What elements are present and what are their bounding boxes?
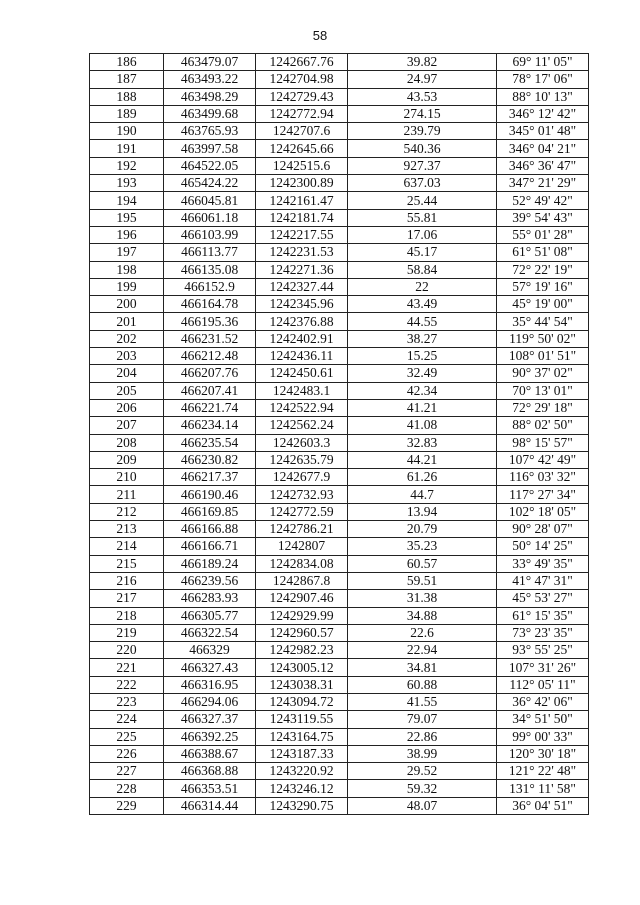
bearing-cell: 55° 01' 28": [497, 226, 589, 243]
point-number-cell: 207: [90, 417, 164, 434]
bearing-cell: 108° 01' 51": [497, 348, 589, 365]
y-coordinate-cell: 1242786.21: [256, 521, 348, 538]
x-coordinate-cell: 466388.67: [164, 745, 256, 762]
distance-cell: 22.6: [348, 624, 497, 641]
distance-cell: 32.49: [348, 365, 497, 382]
point-number-cell: 221: [90, 659, 164, 676]
distance-cell: 20.79: [348, 521, 497, 538]
x-coordinate-cell: 466113.77: [164, 244, 256, 261]
y-coordinate-cell: 1242515.6: [256, 157, 348, 174]
x-coordinate-cell: 466283.93: [164, 590, 256, 607]
y-coordinate-cell: 1243038.31: [256, 676, 348, 693]
distance-cell: 39.82: [348, 54, 497, 71]
distance-cell: 34.88: [348, 607, 497, 624]
table-row: [90, 434, 589, 451]
distance-cell: 55.81: [348, 209, 497, 226]
point-number-cell: 194: [90, 192, 164, 209]
table-row: [90, 296, 589, 313]
distance-cell: 59.32: [348, 780, 497, 797]
table-row: [90, 157, 589, 174]
point-number-cell: 193: [90, 175, 164, 192]
point-number-cell: 214: [90, 538, 164, 555]
bearing-cell: 57° 19' 16": [497, 278, 589, 295]
x-coordinate-cell: 466190.46: [164, 486, 256, 503]
table-row: [90, 763, 589, 780]
x-coordinate-cell: 466392.25: [164, 728, 256, 745]
x-coordinate-cell: 466239.56: [164, 572, 256, 589]
point-number-cell: 199: [90, 278, 164, 295]
table-row: [90, 607, 589, 624]
point-number-cell: 198: [90, 261, 164, 278]
x-coordinate-cell: 466045.81: [164, 192, 256, 209]
point-number-cell: 190: [90, 123, 164, 140]
distance-cell: 61.26: [348, 469, 497, 486]
x-coordinate-cell: 466207.76: [164, 365, 256, 382]
x-coordinate-cell: 466103.99: [164, 226, 256, 243]
y-coordinate-cell: 1242562.24: [256, 417, 348, 434]
table-row: [90, 175, 589, 192]
distance-cell: 43.53: [348, 88, 497, 105]
point-number-cell: 195: [90, 209, 164, 226]
bearing-cell: 102° 18' 05": [497, 503, 589, 520]
bearing-cell: 346° 12' 42": [497, 105, 589, 122]
table-row: [90, 382, 589, 399]
y-coordinate-cell: 1243164.75: [256, 728, 348, 745]
table-row: [90, 54, 589, 71]
x-coordinate-cell: 463765.93: [164, 123, 256, 140]
y-coordinate-cell: 1242436.11: [256, 348, 348, 365]
point-number-cell: 217: [90, 590, 164, 607]
bearing-cell: 36° 42' 06": [497, 693, 589, 710]
table-row: [90, 192, 589, 209]
table-row: [90, 642, 589, 659]
distance-cell: 45.17: [348, 244, 497, 261]
bearing-cell: 346° 04' 21": [497, 140, 589, 157]
distance-cell: 60.88: [348, 676, 497, 693]
y-coordinate-cell: 1243220.92: [256, 763, 348, 780]
point-number-cell: 202: [90, 330, 164, 347]
point-number-cell: 211: [90, 486, 164, 503]
x-coordinate-cell: 466189.24: [164, 555, 256, 572]
bearing-cell: 34° 51' 50": [497, 711, 589, 728]
table-row: [90, 140, 589, 157]
y-coordinate-cell: 1242834.08: [256, 555, 348, 572]
distance-cell: 44.7: [348, 486, 497, 503]
y-coordinate-cell: 1243187.33: [256, 745, 348, 762]
bearing-cell: 73° 23' 35": [497, 624, 589, 641]
y-coordinate-cell: 1242867.8: [256, 572, 348, 589]
y-coordinate-cell: 1242907.46: [256, 590, 348, 607]
bearing-cell: 119° 50' 02": [497, 330, 589, 347]
bearing-cell: 69° 11' 05": [497, 54, 589, 71]
distance-cell: 59.51: [348, 572, 497, 589]
x-coordinate-cell: 466230.82: [164, 451, 256, 468]
distance-cell: 25.44: [348, 192, 497, 209]
distance-cell: 22.94: [348, 642, 497, 659]
distance-cell: 274.15: [348, 105, 497, 122]
point-number-cell: 206: [90, 399, 164, 416]
table-row: [90, 711, 589, 728]
bearing-cell: 41° 47' 31": [497, 572, 589, 589]
table-row: [90, 676, 589, 693]
y-coordinate-cell: 1242960.57: [256, 624, 348, 641]
y-coordinate-cell: 1242376.88: [256, 313, 348, 330]
y-coordinate-cell: 1242161.47: [256, 192, 348, 209]
table-row: [90, 244, 589, 261]
x-coordinate-cell: 466221.74: [164, 399, 256, 416]
x-coordinate-cell: 466166.71: [164, 538, 256, 555]
bearing-cell: 70° 13' 01": [497, 382, 589, 399]
table-row: [90, 469, 589, 486]
bearing-cell: 120° 30' 18": [497, 745, 589, 762]
y-coordinate-cell: 1242217.55: [256, 226, 348, 243]
y-coordinate-cell: 1242522.94: [256, 399, 348, 416]
bearing-cell: 50° 14' 25": [497, 538, 589, 555]
y-coordinate-cell: 1242402.91: [256, 330, 348, 347]
bearing-cell: 61° 51' 08": [497, 244, 589, 261]
bearing-cell: 78° 17' 06": [497, 71, 589, 88]
bearing-cell: 61° 15' 35": [497, 607, 589, 624]
x-coordinate-cell: 466152.9: [164, 278, 256, 295]
bearing-cell: 45° 19' 00": [497, 296, 589, 313]
bearing-cell: 107° 31' 26": [497, 659, 589, 676]
bearing-cell: 347° 21' 29": [497, 175, 589, 192]
point-number-cell: 197: [90, 244, 164, 261]
x-coordinate-cell: 466327.43: [164, 659, 256, 676]
distance-cell: 24.97: [348, 71, 497, 88]
x-coordinate-cell: 466207.41: [164, 382, 256, 399]
distance-cell: 34.81: [348, 659, 497, 676]
x-coordinate-cell: 464522.05: [164, 157, 256, 174]
y-coordinate-cell: 1242929.99: [256, 607, 348, 624]
distance-cell: 17.06: [348, 226, 497, 243]
point-number-cell: 189: [90, 105, 164, 122]
point-number-cell: 212: [90, 503, 164, 520]
coordinates-table: [89, 53, 589, 815]
table-row: [90, 71, 589, 88]
distance-cell: 927.37: [348, 157, 497, 174]
bearing-cell: 93° 55' 25": [497, 642, 589, 659]
table-row: [90, 624, 589, 641]
point-number-cell: 209: [90, 451, 164, 468]
table-row: [90, 590, 589, 607]
distance-cell: 42.34: [348, 382, 497, 399]
bearing-cell: 36° 04' 51": [497, 797, 589, 814]
bearing-cell: 35° 44' 54": [497, 313, 589, 330]
y-coordinate-cell: 1242807: [256, 538, 348, 555]
point-number-cell: 201: [90, 313, 164, 330]
y-coordinate-cell: 1242450.61: [256, 365, 348, 382]
y-coordinate-cell: 1242345.96: [256, 296, 348, 313]
table-row: [90, 745, 589, 762]
table-row: [90, 261, 589, 278]
y-coordinate-cell: 1242635.79: [256, 451, 348, 468]
table-row: [90, 659, 589, 676]
bearing-cell: 346° 36' 47": [497, 157, 589, 174]
table-row: [90, 399, 589, 416]
bearing-cell: 116° 03' 32": [497, 469, 589, 486]
table-row: [90, 313, 589, 330]
y-coordinate-cell: 1242704.98: [256, 71, 348, 88]
x-coordinate-cell: 466305.77: [164, 607, 256, 624]
point-number-cell: 220: [90, 642, 164, 659]
point-number-cell: 204: [90, 365, 164, 382]
x-coordinate-cell: 466195.36: [164, 313, 256, 330]
y-coordinate-cell: 1242327.44: [256, 278, 348, 295]
y-coordinate-cell: 1242982.23: [256, 642, 348, 659]
table-row: [90, 693, 589, 710]
table-row: [90, 728, 589, 745]
point-number-cell: 203: [90, 348, 164, 365]
x-coordinate-cell: 466169.85: [164, 503, 256, 520]
x-coordinate-cell: 466217.37: [164, 469, 256, 486]
distance-cell: 79.07: [348, 711, 497, 728]
x-coordinate-cell: 463493.22: [164, 71, 256, 88]
table-row: [90, 503, 589, 520]
y-coordinate-cell: 1243290.75: [256, 797, 348, 814]
y-coordinate-cell: 1242603.3: [256, 434, 348, 451]
y-coordinate-cell: 1242667.76: [256, 54, 348, 71]
y-coordinate-cell: 1242645.66: [256, 140, 348, 157]
point-number-cell: 192: [90, 157, 164, 174]
table-row: [90, 486, 589, 503]
table-row: [90, 348, 589, 365]
bearing-cell: 88° 10' 13": [497, 88, 589, 105]
point-number-cell: 213: [90, 521, 164, 538]
y-coordinate-cell: 1242729.43: [256, 88, 348, 105]
bearing-cell: 90° 37' 02": [497, 365, 589, 382]
bearing-cell: 72° 29' 18": [497, 399, 589, 416]
x-coordinate-cell: 466166.88: [164, 521, 256, 538]
x-coordinate-cell: 466135.08: [164, 261, 256, 278]
y-coordinate-cell: 1243119.55: [256, 711, 348, 728]
table-row: [90, 278, 589, 295]
x-coordinate-cell: 466212.48: [164, 348, 256, 365]
point-number-cell: 200: [90, 296, 164, 313]
point-number-cell: 224: [90, 711, 164, 728]
table-row: [90, 88, 589, 105]
point-number-cell: 227: [90, 763, 164, 780]
bearing-cell: 39° 54' 43": [497, 209, 589, 226]
table-row: [90, 572, 589, 589]
table-row: [90, 226, 589, 243]
y-coordinate-cell: 1243005.12: [256, 659, 348, 676]
bearing-cell: 45° 53' 27": [497, 590, 589, 607]
point-number-cell: 187: [90, 71, 164, 88]
point-number-cell: 208: [90, 434, 164, 451]
distance-cell: 22.86: [348, 728, 497, 745]
x-coordinate-cell: 463498.29: [164, 88, 256, 105]
bearing-cell: 112° 05' 11": [497, 676, 589, 693]
y-coordinate-cell: 1242231.53: [256, 244, 348, 261]
point-number-cell: 226: [90, 745, 164, 762]
distance-cell: 15.25: [348, 348, 497, 365]
page-number: 58: [312, 28, 328, 43]
distance-cell: 239.79: [348, 123, 497, 140]
distance-cell: 38.27: [348, 330, 497, 347]
x-coordinate-cell: 466234.14: [164, 417, 256, 434]
x-coordinate-cell: 463499.68: [164, 105, 256, 122]
point-number-cell: 229: [90, 797, 164, 814]
x-coordinate-cell: 466164.78: [164, 296, 256, 313]
point-number-cell: 215: [90, 555, 164, 572]
y-coordinate-cell: 1242707.6: [256, 123, 348, 140]
x-coordinate-cell: 465424.22: [164, 175, 256, 192]
table-row: [90, 209, 589, 226]
table-row: [90, 451, 589, 468]
x-coordinate-cell: 463479.07: [164, 54, 256, 71]
bearing-cell: 99° 00' 33": [497, 728, 589, 745]
bearing-cell: 345° 01' 48": [497, 123, 589, 140]
table-row: [90, 780, 589, 797]
point-number-cell: 186: [90, 54, 164, 71]
table-row: [90, 365, 589, 382]
y-coordinate-cell: 1242677.9: [256, 469, 348, 486]
bearing-cell: 131° 11' 58": [497, 780, 589, 797]
point-number-cell: 218: [90, 607, 164, 624]
x-coordinate-cell: 466294.06: [164, 693, 256, 710]
x-coordinate-cell: 466353.51: [164, 780, 256, 797]
table-row: [90, 521, 589, 538]
coordinates-table-body: [90, 54, 589, 815]
point-number-cell: 191: [90, 140, 164, 157]
point-number-cell: 225: [90, 728, 164, 745]
x-coordinate-cell: 463997.58: [164, 140, 256, 157]
point-number-cell: 216: [90, 572, 164, 589]
distance-cell: 29.52: [348, 763, 497, 780]
y-coordinate-cell: 1242483.1: [256, 382, 348, 399]
bearing-cell: 98° 15' 57": [497, 434, 589, 451]
distance-cell: 31.38: [348, 590, 497, 607]
y-coordinate-cell: 1242181.74: [256, 209, 348, 226]
point-number-cell: 223: [90, 693, 164, 710]
x-coordinate-cell: 466368.88: [164, 763, 256, 780]
distance-cell: 43.49: [348, 296, 497, 313]
y-coordinate-cell: 1242271.36: [256, 261, 348, 278]
distance-cell: 13.94: [348, 503, 497, 520]
y-coordinate-cell: 1243246.12: [256, 780, 348, 797]
bearing-cell: 117° 27' 34": [497, 486, 589, 503]
distance-cell: 540.36: [348, 140, 497, 157]
table-row: [90, 105, 589, 122]
x-coordinate-cell: 466231.52: [164, 330, 256, 347]
point-number-cell: 222: [90, 676, 164, 693]
table-row: [90, 555, 589, 572]
table-row: [90, 797, 589, 814]
distance-cell: 35.23: [348, 538, 497, 555]
x-coordinate-cell: 466316.95: [164, 676, 256, 693]
bearing-cell: 90° 28' 07": [497, 521, 589, 538]
y-coordinate-cell: 1242732.93: [256, 486, 348, 503]
distance-cell: 32.83: [348, 434, 497, 451]
table-row: [90, 330, 589, 347]
point-number-cell: 219: [90, 624, 164, 641]
distance-cell: 637.03: [348, 175, 497, 192]
distance-cell: 41.55: [348, 693, 497, 710]
table-row: [90, 417, 589, 434]
table-row: [90, 538, 589, 555]
distance-cell: 44.55: [348, 313, 497, 330]
point-number-cell: 188: [90, 88, 164, 105]
distance-cell: 41.08: [348, 417, 497, 434]
x-coordinate-cell: 466235.54: [164, 434, 256, 451]
distance-cell: 58.84: [348, 261, 497, 278]
y-coordinate-cell: 1243094.72: [256, 693, 348, 710]
distance-cell: 38.99: [348, 745, 497, 762]
x-coordinate-cell: 466061.18: [164, 209, 256, 226]
point-number-cell: 228: [90, 780, 164, 797]
bearing-cell: 72° 22' 19": [497, 261, 589, 278]
bearing-cell: 33° 49' 35": [497, 555, 589, 572]
distance-cell: 41.21: [348, 399, 497, 416]
bearing-cell: 52° 49' 42": [497, 192, 589, 209]
distance-cell: 48.07: [348, 797, 497, 814]
x-coordinate-cell: 466322.54: [164, 624, 256, 641]
x-coordinate-cell: 466329: [164, 642, 256, 659]
distance-cell: 22: [348, 278, 497, 295]
distance-cell: 44.21: [348, 451, 497, 468]
distance-cell: 60.57: [348, 555, 497, 572]
point-number-cell: 196: [90, 226, 164, 243]
point-number-cell: 210: [90, 469, 164, 486]
table-row: [90, 123, 589, 140]
x-coordinate-cell: 466327.37: [164, 711, 256, 728]
x-coordinate-cell: 466314.44: [164, 797, 256, 814]
bearing-cell: 107° 42' 49": [497, 451, 589, 468]
y-coordinate-cell: 1242300.89: [256, 175, 348, 192]
y-coordinate-cell: 1242772.59: [256, 503, 348, 520]
point-number-cell: 205: [90, 382, 164, 399]
y-coordinate-cell: 1242772.94: [256, 105, 348, 122]
bearing-cell: 121° 22' 48": [497, 763, 589, 780]
bearing-cell: 88° 02' 50": [497, 417, 589, 434]
